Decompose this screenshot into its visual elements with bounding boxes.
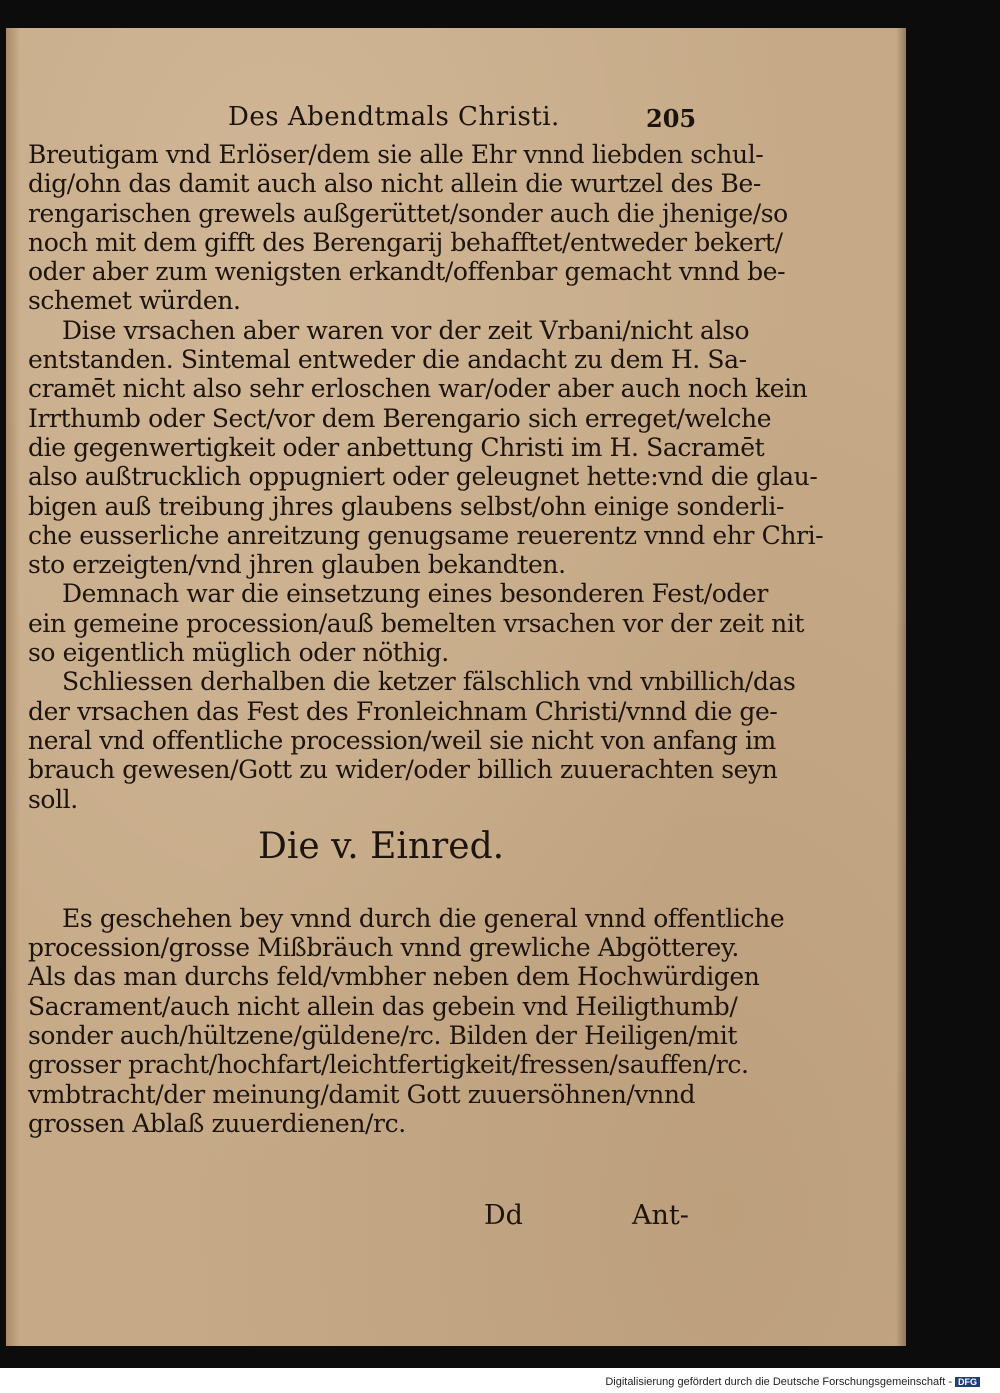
gutter-shadow <box>896 28 906 1346</box>
book-page <box>6 28 906 1346</box>
running-title: Des Abendtmals Christi. <box>228 102 560 132</box>
text-line: procession/grosse Mißbräuch vnnd grewliche Abgötterey. <box>28 933 739 963</box>
paragraph-3 <box>28 579 805 668</box>
text-line: dig/ohn das damit auch also nicht allein die wurtzel des Be- <box>28 169 761 199</box>
text-line: die gegenwertigkeit oder anbettung Christi im H. Sacramēt <box>28 432 765 462</box>
text-line: Irrthumb oder Sect/vor dem Berengario sich erreget/welche <box>28 403 772 433</box>
page-edge <box>6 28 20 1346</box>
text-line: Es geschehen bey vnnd durch die general vnnd offentliche <box>62 903 785 933</box>
text-line: vmbtracht/der meinung/damit Gott zuuersöhnen/vnnd <box>28 1079 696 1109</box>
text-line: schemet würden. <box>28 286 241 316</box>
paragraph-2 <box>28 315 824 580</box>
text-line: entstanden. Sintemal entweder die andacht zu dem H. Sa- <box>28 345 747 375</box>
running-head <box>6 100 906 140</box>
dfg-logo: DFG <box>955 1377 980 1387</box>
text-line: so eigentlich müglich oder nöthig. <box>28 638 449 668</box>
paragraph-4 <box>28 667 796 814</box>
page-footer <box>6 1200 906 1240</box>
text-line: ein gemeine procession/auß bemelten vrsachen vor der zeit nit <box>28 608 805 638</box>
text-line: Als das man durchs feld/vmbher neben dem Hochwürdigen <box>28 962 760 992</box>
text-line: Breutigam vnd Erlöser/dem sie alle Ehr vnnd liebden schul- <box>28 140 764 169</box>
credit-text: Digitalisierung gefördert durch die Deutsche Forschungsgemeinschaft - <box>605 1376 952 1388</box>
text-line: Dise vrsachen aber waren vor der zeit Vrbani/nicht also <box>62 315 750 345</box>
text-line: grosser pracht/hochfart/leichtfertigkeit/fressen/sauffen/rc. <box>28 1050 749 1080</box>
text-line: rengarischen grewels außgerüttet/sonder auch die jhenige/so <box>28 198 788 228</box>
text-line: also außtrucklich oppugniert oder geleugnet hette:vnd die glau- <box>28 462 818 492</box>
text-line: neral vnd offentliche procession/weil sie nicht von anfang im <box>28 725 776 755</box>
digitization-credit <box>605 1376 980 1388</box>
text-line: che eusserliche anreitzung genugsame reuerentz vnnd ehr Chri- <box>28 520 824 550</box>
text-line: bigen auß treibung jhres glaubens selbst/ohn einige sonderli- <box>28 491 785 521</box>
text-line: der vrsachen das Fest des Fronleichnam Christi/vnnd die ge- <box>28 696 778 726</box>
signature-mark: Dd <box>484 1200 523 1231</box>
text-line: Schliessen derhalben die ketzer fälschlich vnd vnbillich/das <box>62 667 796 697</box>
text-line: sonder auch/hültzene/güldene/rc. Bilden der Heiligen/mit <box>28 1021 737 1051</box>
catchword: Ant- <box>632 1200 689 1231</box>
paragraph-5 <box>28 903 785 1138</box>
text-line: Sacrament/auch nicht allein das gebein vnd Heiligthumb/ <box>28 991 738 1021</box>
section-heading: Die v. Einred. <box>258 825 505 867</box>
text-line: Demnach war die einsetzung eines besonderen Fest/oder <box>62 579 768 609</box>
text-line: noch mit dem gifft des Berengarij behafftet/entweder bekert/ <box>28 227 783 257</box>
text-block <box>28 140 824 1138</box>
text-line: cramēt nicht also sehr erloschen war/oder aber auch noch kein <box>28 374 808 404</box>
text-line: grossen Ablaß zuuerdienen/rc. <box>28 1108 406 1138</box>
paragraph-1 <box>28 140 788 316</box>
text-line: soll. <box>28 784 78 814</box>
page-number: 205 <box>646 104 697 133</box>
text-line: sto erzeigten/vnd jhren glauben bekandten. <box>28 550 566 580</box>
text-line: brauch gewesen/Gott zu wider/oder billich zuuerachten seyn <box>28 755 778 785</box>
text-line: oder aber zum wenigsten erkandt/offenbar gemacht vnnd be- <box>28 257 786 287</box>
